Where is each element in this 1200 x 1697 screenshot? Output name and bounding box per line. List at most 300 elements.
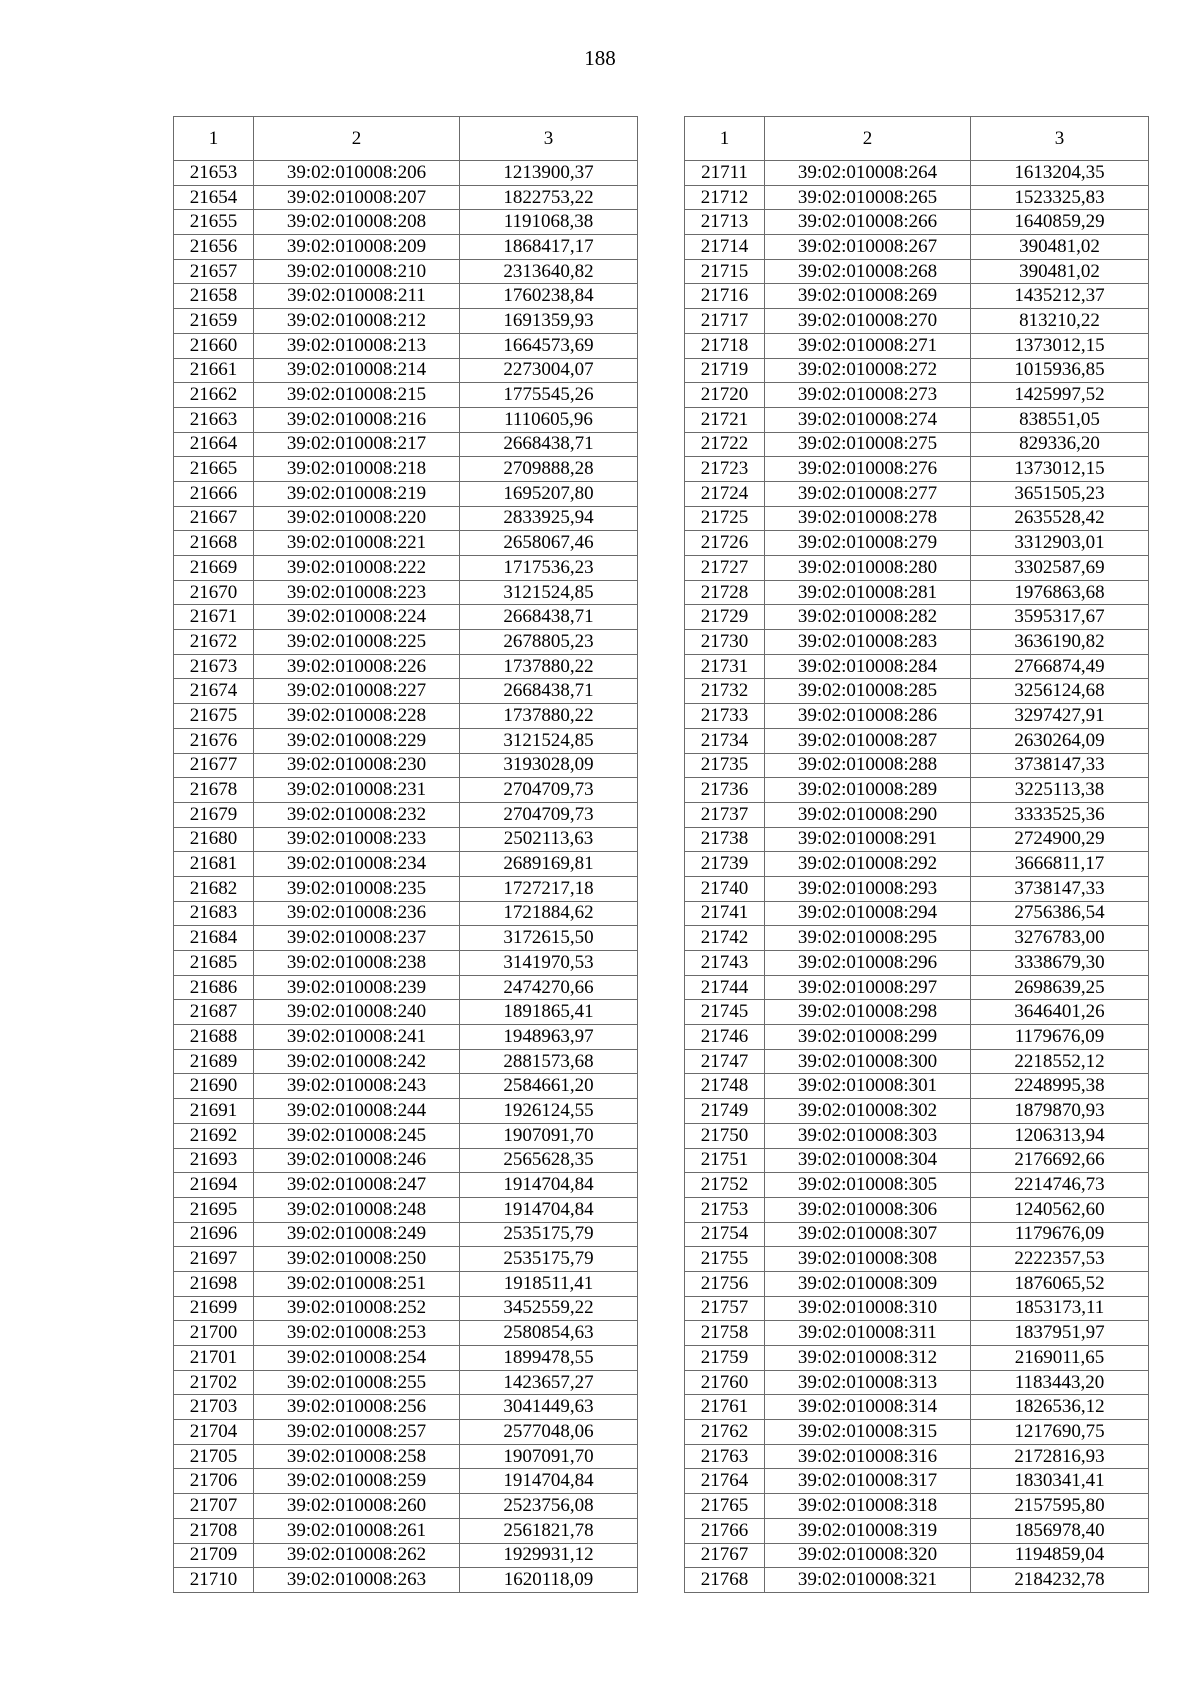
table-row <box>685 1469 1149 1494</box>
cadastral-number-cell: 39:02:010008:238 <box>254 951 460 976</box>
row-number-cell: 21654 <box>174 185 254 210</box>
cadastral-number-cell: 39:02:010008:247 <box>254 1173 460 1198</box>
row-number-cell: 21749 <box>685 1099 765 1124</box>
table-row <box>685 580 1149 605</box>
row-number-cell: 21665 <box>174 457 254 482</box>
row-number-cell: 21705 <box>174 1444 254 1469</box>
value-cell: 1721884,62 <box>460 901 638 926</box>
cadastral-number-cell: 39:02:010008:258 <box>254 1444 460 1469</box>
cadastral-number-cell: 39:02:010008:229 <box>254 728 460 753</box>
value-cell: 1206313,94 <box>971 1123 1149 1148</box>
value-cell: 3172615,50 <box>460 926 638 951</box>
value-cell: 1373012,15 <box>971 457 1149 482</box>
row-number-cell: 21686 <box>174 975 254 1000</box>
row-number-cell: 21754 <box>685 1222 765 1247</box>
table-row <box>174 235 638 260</box>
table-row <box>174 284 638 309</box>
value-cell: 3452559,22 <box>460 1296 638 1321</box>
value-cell: 1879870,93 <box>971 1099 1149 1124</box>
value-cell: 3636190,82 <box>971 630 1149 655</box>
value-cell: 2273004,07 <box>460 358 638 383</box>
cadastral-number-cell: 39:02:010008:290 <box>765 802 971 827</box>
value-cell: 3738147,33 <box>971 753 1149 778</box>
value-cell: 813210,22 <box>971 309 1149 334</box>
value-cell: 1914704,84 <box>460 1197 638 1222</box>
value-cell: 1830341,41 <box>971 1469 1149 1494</box>
cadastral-number-cell: 39:02:010008:249 <box>254 1222 460 1247</box>
table-row <box>174 210 638 235</box>
table-row <box>685 802 1149 827</box>
cadastral-number-cell: 39:02:010008:264 <box>765 161 971 186</box>
row-number-cell: 21718 <box>685 333 765 358</box>
table-row <box>685 1296 1149 1321</box>
row-number-cell: 21751 <box>685 1148 765 1173</box>
value-cell: 2157595,80 <box>971 1494 1149 1519</box>
cadastral-number-cell: 39:02:010008:208 <box>254 210 460 235</box>
cadastral-number-cell: 39:02:010008:212 <box>254 309 460 334</box>
row-number-cell: 21660 <box>174 333 254 358</box>
table-row <box>685 506 1149 531</box>
row-number-cell: 21736 <box>685 778 765 803</box>
value-cell: 2584661,20 <box>460 1074 638 1099</box>
cadastral-number-cell: 39:02:010008:243 <box>254 1074 460 1099</box>
value-cell: 1856978,40 <box>971 1518 1149 1543</box>
cadastral-number-cell: 39:02:010008:299 <box>765 1025 971 1050</box>
row-number-cell: 21658 <box>174 284 254 309</box>
table-row <box>685 654 1149 679</box>
value-cell: 829336,20 <box>971 432 1149 457</box>
value-cell: 1191068,38 <box>460 210 638 235</box>
value-cell: 1435212,37 <box>971 284 1149 309</box>
row-number-cell: 21762 <box>685 1420 765 1445</box>
value-cell: 1976863,68 <box>971 580 1149 605</box>
value-cell: 1737880,22 <box>460 654 638 679</box>
table-row <box>174 1025 638 1050</box>
row-number-cell: 21750 <box>685 1123 765 1148</box>
row-number-cell: 21702 <box>174 1370 254 1395</box>
cadastral-number-cell: 39:02:010008:306 <box>765 1197 971 1222</box>
value-cell: 2184232,78 <box>971 1568 1149 1593</box>
row-number-cell: 21684 <box>174 926 254 951</box>
value-cell: 1826536,12 <box>971 1395 1149 1420</box>
row-number-cell: 21752 <box>685 1173 765 1198</box>
row-number-cell: 21675 <box>174 704 254 729</box>
cadastral-number-cell: 39:02:010008:291 <box>765 827 971 852</box>
cadastral-number-cell: 39:02:010008:214 <box>254 358 460 383</box>
table-row <box>685 852 1149 877</box>
table-row <box>685 210 1149 235</box>
value-cell: 2630264,09 <box>971 728 1149 753</box>
table-row <box>685 951 1149 976</box>
value-cell: 1775545,26 <box>460 383 638 408</box>
value-cell: 1891865,41 <box>460 1000 638 1025</box>
cadastral-number-cell: 39:02:010008:234 <box>254 852 460 877</box>
value-cell: 1914704,84 <box>460 1469 638 1494</box>
cadastral-number-cell: 39:02:010008:262 <box>254 1543 460 1568</box>
row-number-cell: 21693 <box>174 1148 254 1173</box>
row-number-cell: 21668 <box>174 531 254 556</box>
cadastral-number-cell: 39:02:010008:297 <box>765 975 971 1000</box>
value-cell: 2689169,81 <box>460 852 638 877</box>
cadastral-number-cell: 39:02:010008:294 <box>765 901 971 926</box>
column-header-number: 1 <box>685 117 765 161</box>
row-number-cell: 21657 <box>174 259 254 284</box>
value-cell: 2833925,94 <box>460 506 638 531</box>
cadastral-number-cell: 39:02:010008:307 <box>765 1222 971 1247</box>
table-row <box>685 1074 1149 1099</box>
table-row <box>174 1074 638 1099</box>
table-header-row <box>685 117 1149 161</box>
cadastral-number-cell: 39:02:010008:318 <box>765 1494 971 1519</box>
cadastral-number-cell: 39:02:010008:221 <box>254 531 460 556</box>
cadastral-number-cell: 39:02:010008:206 <box>254 161 460 186</box>
row-number-cell: 21729 <box>685 605 765 630</box>
row-number-cell: 21739 <box>685 852 765 877</box>
row-number-cell: 21743 <box>685 951 765 976</box>
cadastral-number-cell: 39:02:010008:302 <box>765 1099 971 1124</box>
value-cell: 1948963,97 <box>460 1025 638 1050</box>
table-row <box>174 654 638 679</box>
cadastral-number-cell: 39:02:010008:309 <box>765 1271 971 1296</box>
value-cell: 1373012,15 <box>971 333 1149 358</box>
cadastral-number-cell: 39:02:010008:304 <box>765 1148 971 1173</box>
table-row <box>174 457 638 482</box>
table-row <box>174 951 638 976</box>
table-row <box>685 1099 1149 1124</box>
column-header-value: 3 <box>971 117 1149 161</box>
value-cell: 1918511,41 <box>460 1271 638 1296</box>
value-cell: 3595317,67 <box>971 605 1149 630</box>
row-number-cell: 21738 <box>685 827 765 852</box>
table-row <box>685 1395 1149 1420</box>
cadastral-number-cell: 39:02:010008:274 <box>765 407 971 432</box>
row-number-cell: 21712 <box>685 185 765 210</box>
table-row <box>685 407 1149 432</box>
value-cell: 3312903,01 <box>971 531 1149 556</box>
table-row <box>174 1148 638 1173</box>
row-number-cell: 21698 <box>174 1271 254 1296</box>
row-number-cell: 21756 <box>685 1271 765 1296</box>
table-row <box>174 876 638 901</box>
cadastral-number-cell: 39:02:010008:285 <box>765 679 971 704</box>
row-number-cell: 21744 <box>685 975 765 1000</box>
row-number-cell: 21677 <box>174 753 254 778</box>
row-number-cell: 21710 <box>174 1568 254 1593</box>
table-row <box>174 1568 638 1593</box>
row-number-cell: 21764 <box>685 1469 765 1494</box>
table-row <box>685 383 1149 408</box>
value-cell: 1837951,97 <box>971 1321 1149 1346</box>
table-row <box>174 259 638 284</box>
row-number-cell: 21676 <box>174 728 254 753</box>
row-number-cell: 21753 <box>685 1197 765 1222</box>
table-row <box>685 333 1149 358</box>
table-row <box>685 457 1149 482</box>
cadastral-number-cell: 39:02:010008:233 <box>254 827 460 852</box>
table-row <box>685 1049 1149 1074</box>
cadastral-number-cell: 39:02:010008:242 <box>254 1049 460 1074</box>
table-row <box>174 556 638 581</box>
cadastral-number-cell: 39:02:010008:278 <box>765 506 971 531</box>
value-cell: 1929931,12 <box>460 1543 638 1568</box>
value-cell: 2248995,38 <box>971 1074 1149 1099</box>
table-row <box>685 630 1149 655</box>
table-row <box>174 1000 638 1025</box>
row-number-cell: 21755 <box>685 1247 765 1272</box>
value-cell: 3646401,26 <box>971 1000 1149 1025</box>
row-number-cell: 21742 <box>685 926 765 951</box>
table-row <box>174 1321 638 1346</box>
row-number-cell: 21701 <box>174 1346 254 1371</box>
row-number-cell: 21692 <box>174 1123 254 1148</box>
table-row <box>174 407 638 432</box>
table-row <box>174 531 638 556</box>
row-number-cell: 21761 <box>685 1395 765 1420</box>
table-row <box>174 1123 638 1148</box>
table-row <box>174 1222 638 1247</box>
cadastral-number-cell: 39:02:010008:225 <box>254 630 460 655</box>
value-cell: 2724900,29 <box>971 827 1149 852</box>
table-row <box>685 1148 1149 1173</box>
value-cell: 3121524,85 <box>460 580 638 605</box>
cadastral-number-cell: 39:02:010008:284 <box>765 654 971 679</box>
cadastral-table-left <box>173 116 638 1593</box>
value-cell: 1926124,55 <box>460 1099 638 1124</box>
row-number-cell: 21727 <box>685 556 765 581</box>
row-number-cell: 21711 <box>685 161 765 186</box>
cadastral-number-cell: 39:02:010008:219 <box>254 481 460 506</box>
value-cell: 1760238,84 <box>460 284 638 309</box>
cadastral-number-cell: 39:02:010008:224 <box>254 605 460 630</box>
value-cell: 3738147,33 <box>971 876 1149 901</box>
table-row <box>685 161 1149 186</box>
table-row <box>685 185 1149 210</box>
value-cell: 3302587,69 <box>971 556 1149 581</box>
row-number-cell: 21724 <box>685 481 765 506</box>
table-row <box>174 778 638 803</box>
table-row <box>174 1370 638 1395</box>
row-number-cell: 21709 <box>174 1543 254 1568</box>
cadastral-number-cell: 39:02:010008:266 <box>765 210 971 235</box>
value-cell: 1425997,52 <box>971 383 1149 408</box>
table-row <box>685 432 1149 457</box>
table-row <box>685 1494 1149 1519</box>
table-row <box>685 1321 1149 1346</box>
value-cell: 1737880,22 <box>460 704 638 729</box>
value-cell: 3338679,30 <box>971 951 1149 976</box>
table-row <box>174 1395 638 1420</box>
cadastral-number-cell: 39:02:010008:261 <box>254 1518 460 1543</box>
value-cell: 1240562,60 <box>971 1197 1149 1222</box>
table-row <box>685 778 1149 803</box>
table-row <box>685 1123 1149 1148</box>
column-header-cadastral-number: 2 <box>254 117 460 161</box>
row-number-cell: 21734 <box>685 728 765 753</box>
value-cell: 3651505,23 <box>971 481 1149 506</box>
table-row <box>685 259 1149 284</box>
cadastral-number-cell: 39:02:010008:315 <box>765 1420 971 1445</box>
cadastral-number-cell: 39:02:010008:316 <box>765 1444 971 1469</box>
cadastral-number-cell: 39:02:010008:295 <box>765 926 971 951</box>
table-row <box>685 1222 1149 1247</box>
table-header-row <box>174 117 638 161</box>
row-number-cell: 21732 <box>685 679 765 704</box>
table-row <box>685 605 1149 630</box>
value-cell: 2313640,82 <box>460 259 638 284</box>
value-cell: 1664573,69 <box>460 333 638 358</box>
value-cell: 2756386,54 <box>971 901 1149 926</box>
cadastral-number-cell: 39:02:010008:222 <box>254 556 460 581</box>
row-number-cell: 21720 <box>685 383 765 408</box>
value-cell: 838551,05 <box>971 407 1149 432</box>
value-cell: 1853173,11 <box>971 1296 1149 1321</box>
value-cell: 3297427,91 <box>971 704 1149 729</box>
row-number-cell: 21653 <box>174 161 254 186</box>
table-row <box>685 1568 1149 1593</box>
cadastral-number-cell: 39:02:010008:246 <box>254 1148 460 1173</box>
table-row <box>174 383 638 408</box>
cadastral-number-cell: 39:02:010008:250 <box>254 1247 460 1272</box>
row-number-cell: 21707 <box>174 1494 254 1519</box>
row-number-cell: 21746 <box>685 1025 765 1050</box>
table-row <box>174 185 638 210</box>
value-cell: 1194859,04 <box>971 1543 1149 1568</box>
value-cell: 3333525,36 <box>971 802 1149 827</box>
cadastral-number-cell: 39:02:010008:271 <box>765 333 971 358</box>
cadastral-number-cell: 39:02:010008:277 <box>765 481 971 506</box>
cadastral-number-cell: 39:02:010008:312 <box>765 1346 971 1371</box>
row-number-cell: 21767 <box>685 1543 765 1568</box>
cadastral-number-cell: 39:02:010008:223 <box>254 580 460 605</box>
cadastral-number-cell: 39:02:010008:313 <box>765 1370 971 1395</box>
row-number-cell: 21674 <box>174 679 254 704</box>
table-row <box>174 704 638 729</box>
cadastral-number-cell: 39:02:010008:218 <box>254 457 460 482</box>
cadastral-number-cell: 39:02:010008:255 <box>254 1370 460 1395</box>
value-cell: 1620118,09 <box>460 1568 638 1593</box>
cadastral-number-cell: 39:02:010008:237 <box>254 926 460 951</box>
value-cell: 2474270,66 <box>460 975 638 1000</box>
cadastral-number-cell: 39:02:010008:244 <box>254 1099 460 1124</box>
table-row <box>174 506 638 531</box>
row-number-cell: 21664 <box>174 432 254 457</box>
value-cell: 2169011,65 <box>971 1346 1149 1371</box>
cadastral-number-cell: 39:02:010008:239 <box>254 975 460 1000</box>
cadastral-number-cell: 39:02:010008:283 <box>765 630 971 655</box>
cadastral-number-cell: 39:02:010008:209 <box>254 235 460 260</box>
table-row <box>685 358 1149 383</box>
cadastral-number-cell: 39:02:010008:319 <box>765 1518 971 1543</box>
row-number-cell: 21747 <box>685 1049 765 1074</box>
value-cell: 1423657,27 <box>460 1370 638 1395</box>
cadastral-number-cell: 39:02:010008:215 <box>254 383 460 408</box>
table-row <box>174 161 638 186</box>
cadastral-number-cell: 39:02:010008:300 <box>765 1049 971 1074</box>
row-number-cell: 21759 <box>685 1346 765 1371</box>
row-number-cell: 21673 <box>174 654 254 679</box>
table-body-left <box>174 161 638 1593</box>
cadastral-number-cell: 39:02:010008:253 <box>254 1321 460 1346</box>
row-number-cell: 21697 <box>174 1247 254 1272</box>
table-row <box>685 827 1149 852</box>
table-row <box>174 309 638 334</box>
value-cell: 1217690,75 <box>971 1420 1149 1445</box>
table-row <box>174 333 638 358</box>
value-cell: 1914704,84 <box>460 1173 638 1198</box>
value-cell: 2535175,79 <box>460 1247 638 1272</box>
cadastral-number-cell: 39:02:010008:213 <box>254 333 460 358</box>
value-cell: 2704709,73 <box>460 802 638 827</box>
value-cell: 1691359,93 <box>460 309 638 334</box>
cadastral-number-cell: 39:02:010008:256 <box>254 1395 460 1420</box>
row-number-cell: 21678 <box>174 778 254 803</box>
cadastral-number-cell: 39:02:010008:292 <box>765 852 971 877</box>
row-number-cell: 21694 <box>174 1173 254 1198</box>
value-cell: 1907091,70 <box>460 1444 638 1469</box>
cadastral-number-cell: 39:02:010008:293 <box>765 876 971 901</box>
cadastral-number-cell: 39:02:010008:226 <box>254 654 460 679</box>
value-cell: 2881573,68 <box>460 1049 638 1074</box>
cadastral-number-cell: 39:02:010008:248 <box>254 1197 460 1222</box>
table-row <box>685 1370 1149 1395</box>
cadastral-number-cell: 39:02:010008:273 <box>765 383 971 408</box>
value-cell: 2658067,46 <box>460 531 638 556</box>
table-row <box>174 1543 638 1568</box>
value-cell: 2176692,66 <box>971 1148 1149 1173</box>
row-number-cell: 21659 <box>174 309 254 334</box>
cadastral-number-cell: 39:02:010008:288 <box>765 753 971 778</box>
row-number-cell: 21690 <box>174 1074 254 1099</box>
cadastral-number-cell: 39:02:010008:230 <box>254 753 460 778</box>
table-row <box>174 1247 638 1272</box>
value-cell: 1695207,80 <box>460 481 638 506</box>
value-cell: 2561821,78 <box>460 1518 638 1543</box>
row-number-cell: 21666 <box>174 481 254 506</box>
table-row <box>685 901 1149 926</box>
table-row <box>685 926 1149 951</box>
row-number-cell: 21760 <box>685 1370 765 1395</box>
value-cell: 1717536,23 <box>460 556 638 581</box>
cadastral-number-cell: 39:02:010008:301 <box>765 1074 971 1099</box>
cadastral-number-cell: 39:02:010008:265 <box>765 185 971 210</box>
value-cell: 3666811,17 <box>971 852 1149 877</box>
table-row <box>174 1346 638 1371</box>
row-number-cell: 21763 <box>685 1444 765 1469</box>
column-header-cadastral-number: 2 <box>765 117 971 161</box>
row-number-cell: 21721 <box>685 407 765 432</box>
value-cell: 2565628,35 <box>460 1148 638 1173</box>
cadastral-number-cell: 39:02:010008:272 <box>765 358 971 383</box>
table-row <box>685 556 1149 581</box>
table-row <box>174 358 638 383</box>
cadastral-number-cell: 39:02:010008:296 <box>765 951 971 976</box>
value-cell: 2704709,73 <box>460 778 638 803</box>
row-number-cell: 21691 <box>174 1099 254 1124</box>
cadastral-number-cell: 39:02:010008:245 <box>254 1123 460 1148</box>
value-cell: 1179676,09 <box>971 1025 1149 1050</box>
table-row <box>174 827 638 852</box>
table-row <box>174 728 638 753</box>
table-row <box>174 1271 638 1296</box>
row-number-cell: 21726 <box>685 531 765 556</box>
row-number-cell: 21685 <box>174 951 254 976</box>
row-number-cell: 21740 <box>685 876 765 901</box>
table-row <box>174 1444 638 1469</box>
value-cell: 1613204,35 <box>971 161 1149 186</box>
row-number-cell: 21728 <box>685 580 765 605</box>
row-number-cell: 21717 <box>685 309 765 334</box>
value-cell: 1907091,70 <box>460 1123 638 1148</box>
